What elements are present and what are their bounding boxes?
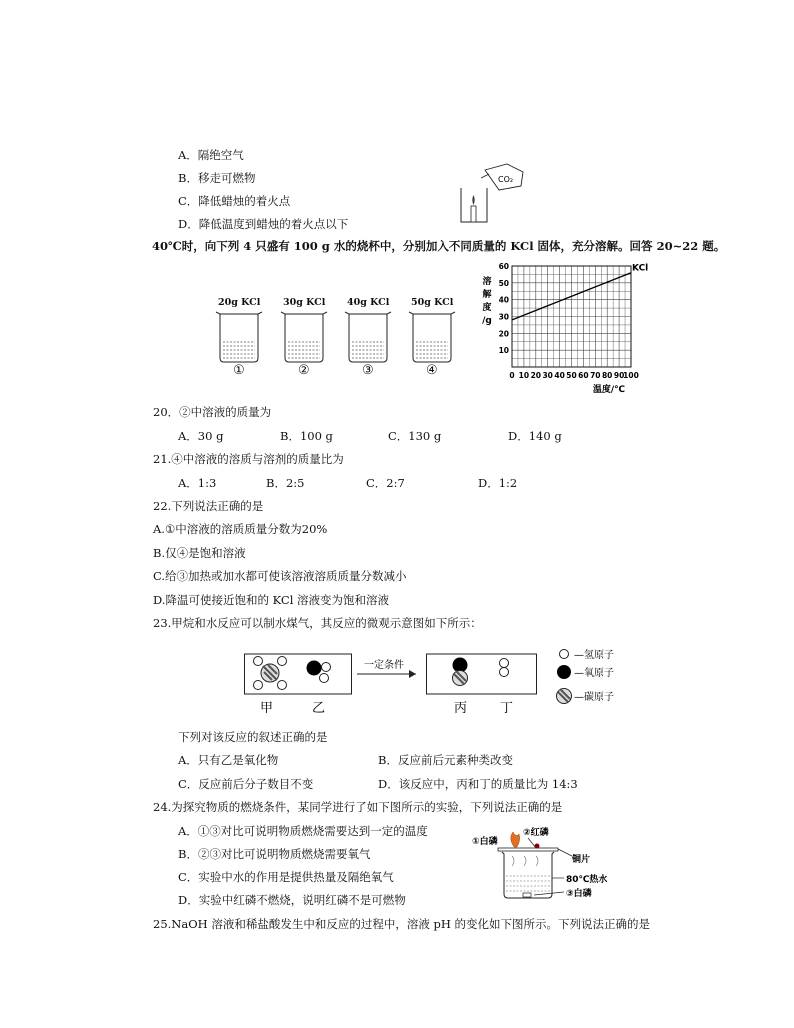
q21-option-b: B．2:5: [266, 476, 305, 490]
x-tick-label: 20: [530, 371, 542, 380]
q19-option-b: B．移走可燃物: [178, 171, 256, 185]
beaker-1: [216, 312, 262, 362]
beaker-4-num: ④: [426, 363, 438, 378]
y-axis-label: 度: [482, 303, 492, 313]
x-tick-label: 60: [578, 371, 589, 380]
q22-option-c: C.给③加热或加水都可使该溶液溶质质量分数减小: [153, 569, 407, 583]
q20-option-b: B．100 g: [280, 429, 333, 443]
x-tick-label: 40: [554, 371, 565, 380]
kcl-intro: 40℃时，向下列 4 只盛有 100 g 水的烧杯中，分别加入不同质量的 KCl 固体，充分溶解。回答 20~22 题。: [152, 239, 726, 253]
beaker-1-num: ①: [233, 363, 245, 378]
combustion-experiment-figure: [468, 826, 618, 902]
q19-option-a: A．隔绝空气: [178, 148, 244, 162]
co2-label: CO₂: [498, 175, 514, 184]
q22-option-d: D.降温可使接近饱和的 KCl 溶液变为饱和溶液: [153, 593, 390, 607]
q21-option-c: C．2:7: [366, 476, 405, 490]
q20-option-d: D．140 g: [508, 429, 562, 443]
q19-option-d: D．降低温度到蜡烛的着火点以下: [178, 217, 349, 231]
co2-beaker-figure: [455, 160, 535, 228]
q22-option-b: B.仅④是饱和溶液: [153, 546, 246, 560]
label-white-phosphorus-1: ①白磷: [472, 837, 498, 847]
reaction-diagram: [244, 648, 654, 720]
q24-option-d: D．实验中红磷不燃烧，说明红磷不是可燃物: [178, 893, 406, 907]
q24-option-c: C．实验中水的作用是提供热量及隔绝氧气: [178, 870, 394, 884]
q20-option-a: A．30 g: [178, 429, 224, 443]
label-yi: 乙: [312, 701, 326, 716]
x-tick-label: 100: [623, 371, 639, 380]
q21-option-d: D．1:2: [478, 476, 518, 490]
y-axis-label: /g: [482, 316, 492, 326]
x-tick-label: 10: [518, 371, 530, 380]
kcl-solubility-chart: [478, 258, 668, 393]
q24-option-b: B．②③对比可说明物质燃烧需要氧气: [178, 847, 371, 861]
legend-hydrogen: —氢原子: [574, 650, 614, 661]
q20-stem: 20．②中溶液的质量为: [153, 405, 272, 419]
q24-option-a: A．①③对比可说明物质燃烧需要达到一定的温度: [178, 824, 428, 838]
x-tick-label: 50: [566, 371, 577, 380]
label-red-phosphorus: ②红磷: [523, 828, 549, 838]
x-tick-label: 0: [509, 371, 515, 380]
x-tick-label: 70: [590, 371, 601, 380]
atom-legend: [557, 648, 615, 704]
y-tick-label: 10: [498, 346, 509, 356]
q22-option-a: A.①中溶液的溶质质量分数为20%: [153, 522, 328, 536]
q21-stem: 21.④中溶液的溶质与溶剂的质量比为: [153, 452, 344, 466]
q19-option-c: C．降低蜡烛的着火点: [178, 194, 291, 208]
y-tick-label: 60: [498, 262, 509, 271]
q23-sub: 下列对该反应的叙述正确的是: [178, 730, 328, 744]
y-axis-label: 溶: [482, 277, 492, 287]
water-molecule: [307, 661, 331, 683]
label-jia: 甲: [260, 701, 274, 716]
label-white-phosphorus-3: ③白磷: [566, 889, 592, 899]
series-label-kcl: KCl: [632, 263, 649, 274]
beaker-2-num: ②: [298, 363, 310, 378]
legend-oxygen: —氧原子: [574, 668, 614, 679]
beaker-3-num: ③: [362, 363, 374, 378]
beaker-4: [409, 312, 455, 362]
q21-option-a: A．1:3: [178, 476, 217, 490]
q23-option-c: C．反应前后分子数目不变: [178, 777, 314, 791]
h2-molecule: [500, 659, 509, 677]
q23-option-a: A．只有乙是氧化物: [178, 753, 279, 767]
q23-option-d: D．该反应中，丙和丁的质量比为 14:3: [378, 777, 578, 791]
y-axis-label: 解: [482, 290, 492, 300]
beaker-2-mass: 30g KCl: [283, 297, 326, 308]
q23-stem: 23.甲烷和水反应可以制水煤气，其反应的微观示意图如下所示：: [153, 616, 482, 630]
label-hot-water: 80℃热水: [566, 875, 608, 885]
beaker-1-mass: 20g KCl: [218, 297, 261, 308]
y-tick-label: 20: [498, 329, 509, 339]
beaker-2: [281, 312, 327, 362]
q24-stem: 24.为探究物质的燃烧条件，某同学进行了如下图所示的实验，下列说法正确的是: [153, 800, 563, 814]
legend-carbon: —碳原子: [574, 692, 614, 703]
label-bing: 丙: [454, 701, 468, 716]
y-tick-label: 40: [498, 295, 509, 305]
beaker-4-mass: 50g KCl: [411, 297, 454, 308]
label-copper-plate: 铜片: [572, 855, 591, 865]
methane-molecule: [254, 657, 287, 690]
beaker-3-mass: 40g KCl: [347, 297, 390, 308]
q23-option-b: B．反应前后元素种类改变: [378, 753, 513, 767]
q22-stem: 22.下列说法正确的是: [153, 499, 264, 513]
label-ding: 丁: [500, 701, 514, 716]
beaker-3: [345, 312, 391, 362]
x-tick-label: 30: [542, 371, 553, 380]
co-molecule: [453, 658, 468, 686]
x-tick-label: 80: [601, 371, 613, 380]
x-axis-label: 温度/℃: [592, 385, 625, 395]
y-tick-label: 50: [498, 278, 509, 288]
x-tick-label: 90: [613, 371, 625, 380]
q20-option-c: C．130 g: [388, 429, 442, 443]
y-tick-label: 30: [498, 312, 509, 322]
q25-stem: 25.NaOH 溶液和稀盐酸发生中和反应的过程中，溶液 pH 的变化如下图所示。下列说法正确的是: [153, 917, 651, 931]
beakers-figure: [210, 308, 470, 364]
arrow-label: 一定条件: [364, 660, 404, 671]
